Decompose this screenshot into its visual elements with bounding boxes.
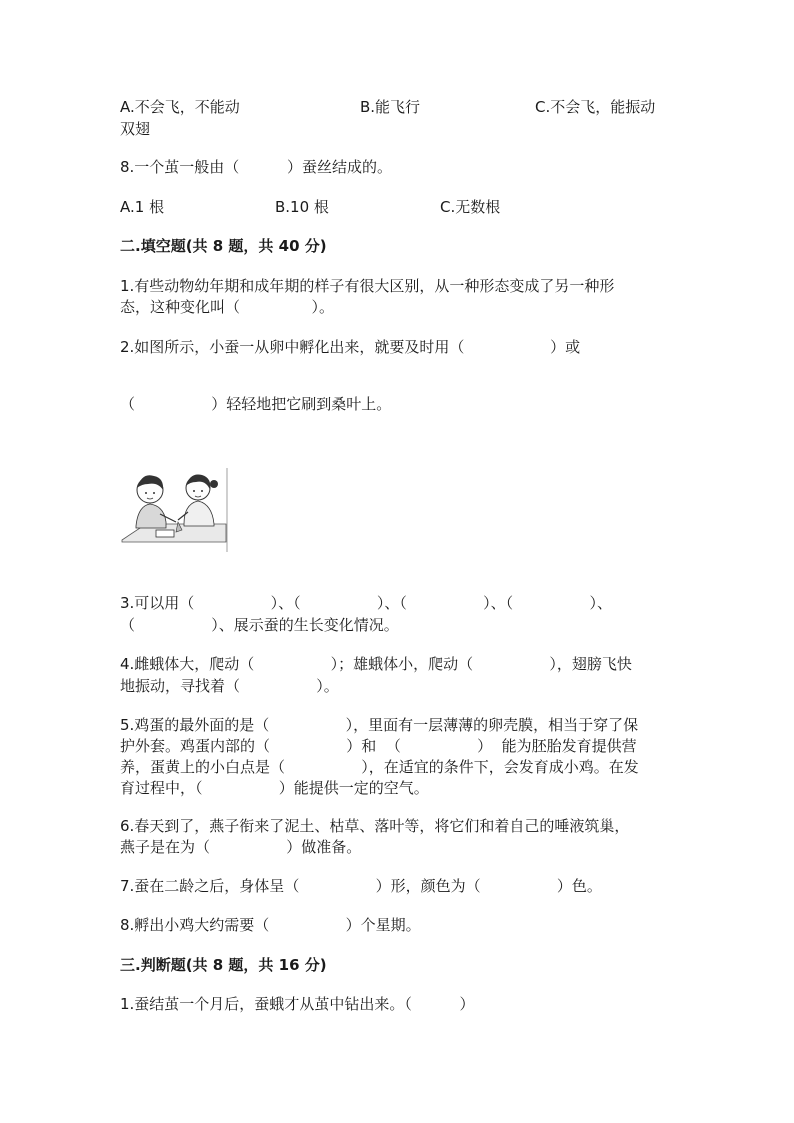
s2-q1-line1: 1.有些动物幼年期和成年期的样子有很大区别，从一种形态变成了另一种形 xyxy=(120,277,615,295)
s2-q2-line1: 2.如图所示，小蚕一从卵中孵化出来，就要及时用（ ）或 xyxy=(120,338,581,356)
section-3-title: 三.判断题(共 8 题，共 16 分) xyxy=(120,956,327,974)
s2-q5-line4: 育过程中，（ ）能提供一定的空气。 xyxy=(120,779,429,797)
s2-q5-line1: 5.鸡蛋的最外面的是（ ），里面有一层薄薄的卵壳膜，相当于穿了保 xyxy=(120,716,639,734)
s2-q4-line2: 地振动，寻找着（ ）。 xyxy=(120,677,339,695)
s2-q8: 8.孵出小鸡大约需要（ ）个星期。 xyxy=(120,916,421,934)
s2-q6-line2: 燕子是在为（ ）做准备。 xyxy=(120,838,362,856)
s2-q6-line1: 6.春天到了，燕子衔来了泥土、枯草、落叶等，将它们和着自己的唾液筑巢， xyxy=(120,817,630,835)
section-2-title: 二.填空题(共 8 题，共 40 分) xyxy=(120,237,327,255)
q8-option-b: B.10 根 xyxy=(275,198,329,216)
q7-option-c-continued: 双翅 xyxy=(120,120,151,138)
s2-q7: 7.蚕在二龄之后，身体呈（ ）形，颜色为（ ）色。 xyxy=(120,877,602,895)
s2-q2-line2: （ ）轻轻地把它刷到桑叶上。 xyxy=(120,395,392,413)
s2-q5-line2: 护外套。鸡蛋内部的（ ）和 （ ） 能为胚胎发育提供营 xyxy=(120,737,637,755)
children-illustration xyxy=(120,466,230,554)
q8-stem: 8.一个茧一般由（ ）蚕丝结成的。 xyxy=(120,158,392,176)
q8-option-a: A.1 根 xyxy=(120,198,165,216)
q7-option-b: B.能飞行 xyxy=(360,98,421,116)
s2-q3-line1: 3.可以用（ ）、（ ）、（ ）、（ ）、 xyxy=(120,594,612,612)
s2-q4-line1: 4.雌蛾体大，爬动（ ）；雄蛾体小，爬动（ ），翅膀飞快 xyxy=(120,655,632,673)
q7-option-c: C.不会飞，能振动 xyxy=(535,98,656,116)
s2-q1-line2: 态，这种变化叫（ ）。 xyxy=(120,298,335,316)
s2-q3-line2: （ ）、展示蚕的生长变化情况。 xyxy=(120,616,399,634)
q7-option-a: A.不会飞，不能动 xyxy=(120,98,240,116)
s3-q1: 1.蚕结茧一个月后，蚕蛾才从茧中钻出来。（ ） xyxy=(120,995,475,1013)
s2-q5-line3: 养，蛋黄上的小白点是（ ），在适宜的条件下，会发育成小鸡。在发 xyxy=(120,758,639,776)
q8-option-c: C.无数根 xyxy=(440,198,501,216)
